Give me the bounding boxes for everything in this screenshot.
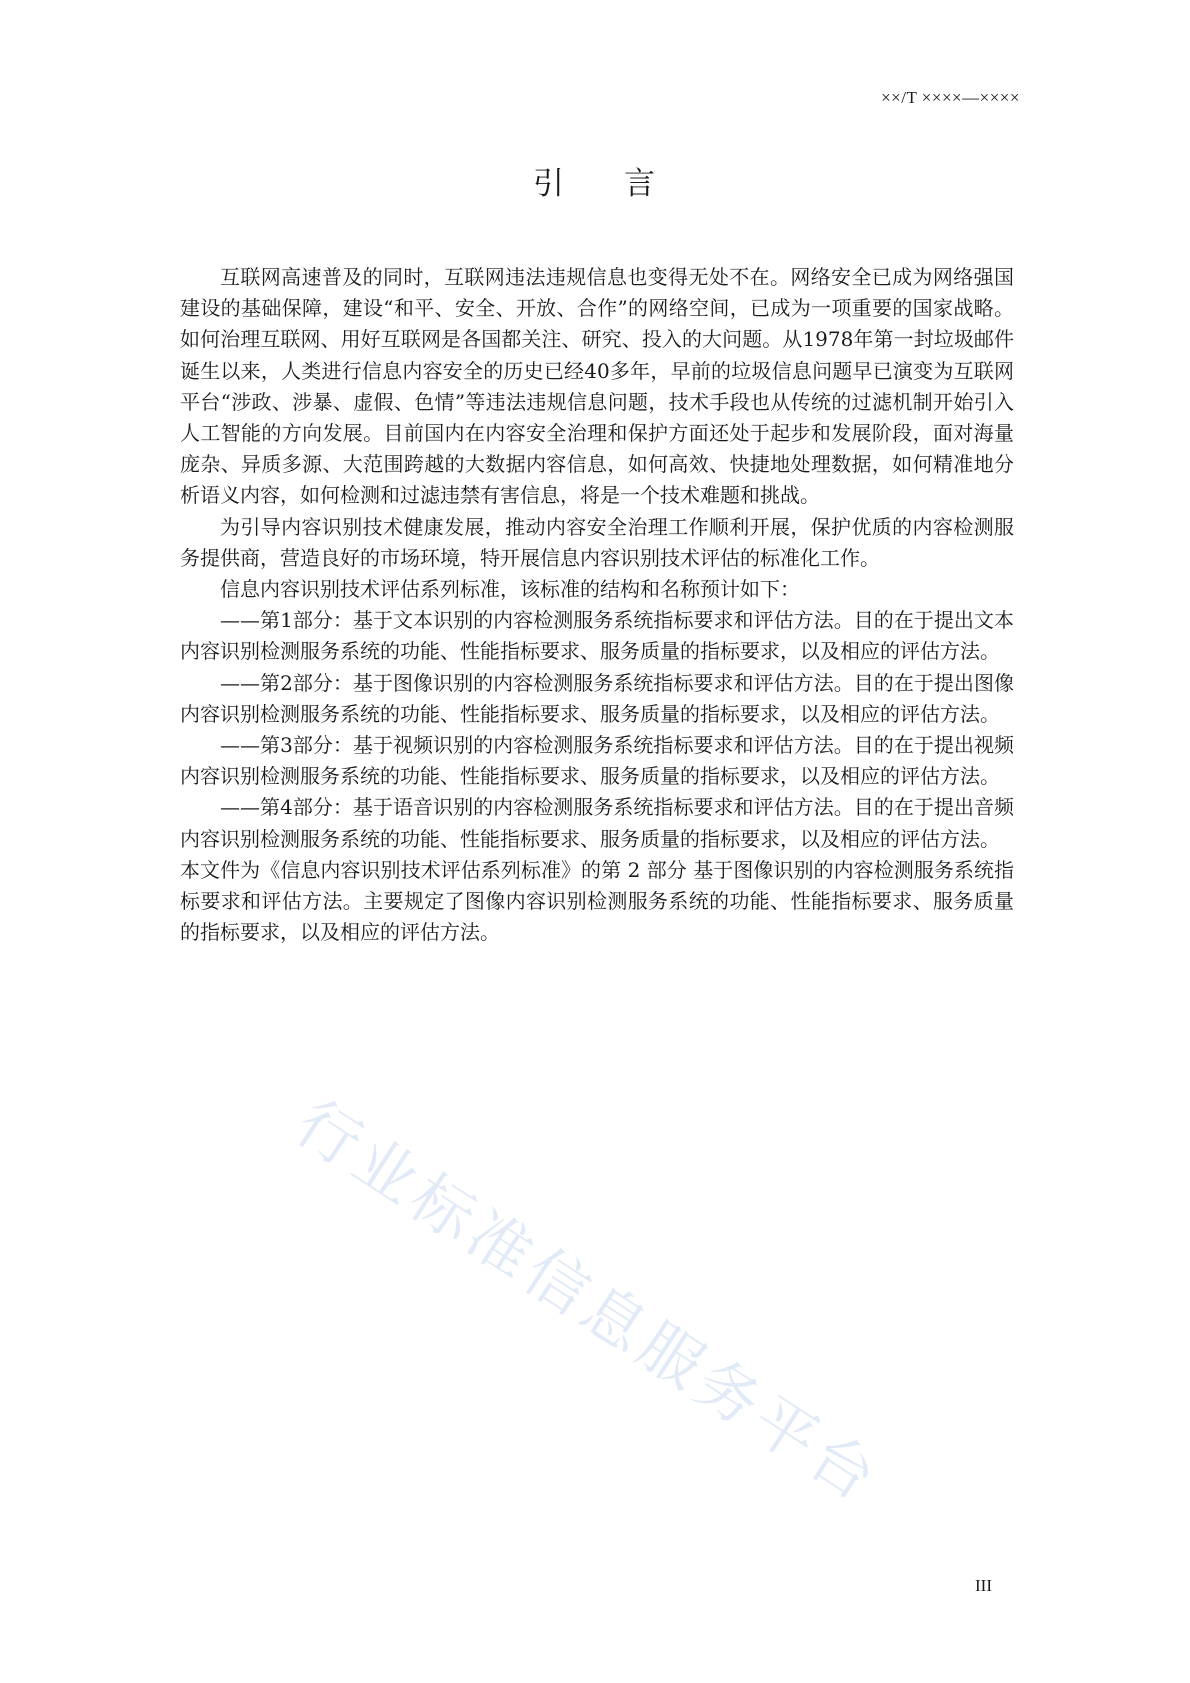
watermark: 行业标准信息服务平台 xyxy=(283,1085,894,1518)
title-char-1: 引 xyxy=(533,166,566,202)
document-code: ××/T ××××—×××× xyxy=(881,88,1020,107)
list-item-part-3: ——第3部分：基于视频识别的内容检测服务系统指标要求和评估方法。目的在于提出视频内容识别检测服务系统的功能、性能指标要求、服务质量的指标要求，以及相应的评估方法。 xyxy=(180,733,1014,789)
title-char-2: 言 xyxy=(624,166,657,202)
list-item-part-1: ——第1部分：基于文本识别的内容检测服务系统指标要求和评估方法。目的在于提出文本内容识别检测服务系统的功能、性能指标要求、服务质量的指标要求，以及相应的评估方法。 xyxy=(180,608,1014,664)
page-title xyxy=(0,158,1190,203)
paragraph-series: 信息内容识别技术评估系列标准，该标准的结构和名称预计如下： xyxy=(220,577,800,602)
body-text xyxy=(180,262,1014,948)
paragraph-intro: 互联网高速普及的同时，互联网违法违规信息也变得无处不在。网络安全已成为网络强国建设的基础保障，建设“和平、安全、开放、合作”的网络空间，已成为一项重要的国家战略。如何治理互联网、用好互联网是各国都关注、研究、投入的大问题。从1978年第一封垃圾邮件诞生以来，人类进行信息内容安全的历史已经40多年，早前的垃圾信息问题早已演变为互联网平台“涉政、涉暴、虚假、色情”等违法违规信息问题，技术手段也从传统的过滤机制开始引入人工智能的方向发展。目前国内在内容安全治理和保护方面还处于起步和发展阶段，面对海量庞杂、异质多源、大范围跨越的大数据内容信息，如何高效、快捷地处理数据，如何精准地分析语义内容，如何检测和过滤违禁有害信息，将是一个技术难题和挑战。 xyxy=(180,265,1014,508)
list-item-part-4: ——第4部分：基于语音识别的内容检测服务系统指标要求和评估方法。目的在于提出音频内容识别检测服务系统的功能、性能指标要求、服务质量的指标要求，以及相应的评估方法。 xyxy=(180,795,1014,851)
paragraph-scope: 本文件为《信息内容识别技术评估系列标准》的第 2 部分 基于图像识别的内容检测服务系统指标要求和评估方法。主要规定了图像内容识别检测服务系统的功能、性能指标要求、服务质量的指标要求，以及相应的评估方法。 xyxy=(180,857,1014,945)
list-item-part-2: ——第2部分：基于图像识别的内容检测服务系统指标要求和评估方法。目的在于提出图像内容识别检测服务系统的功能、性能指标要求、服务质量的指标要求，以及相应的评估方法。 xyxy=(180,670,1014,726)
page-number: III xyxy=(975,1576,992,1595)
paragraph-purpose: 为引导内容识别技术健康发展，推动内容安全治理工作顺利开展，保护优质的内容检测服务提供商，营造良好的市场环境，特开展信息内容识别技术评估的标准化工作。 xyxy=(180,514,1014,570)
